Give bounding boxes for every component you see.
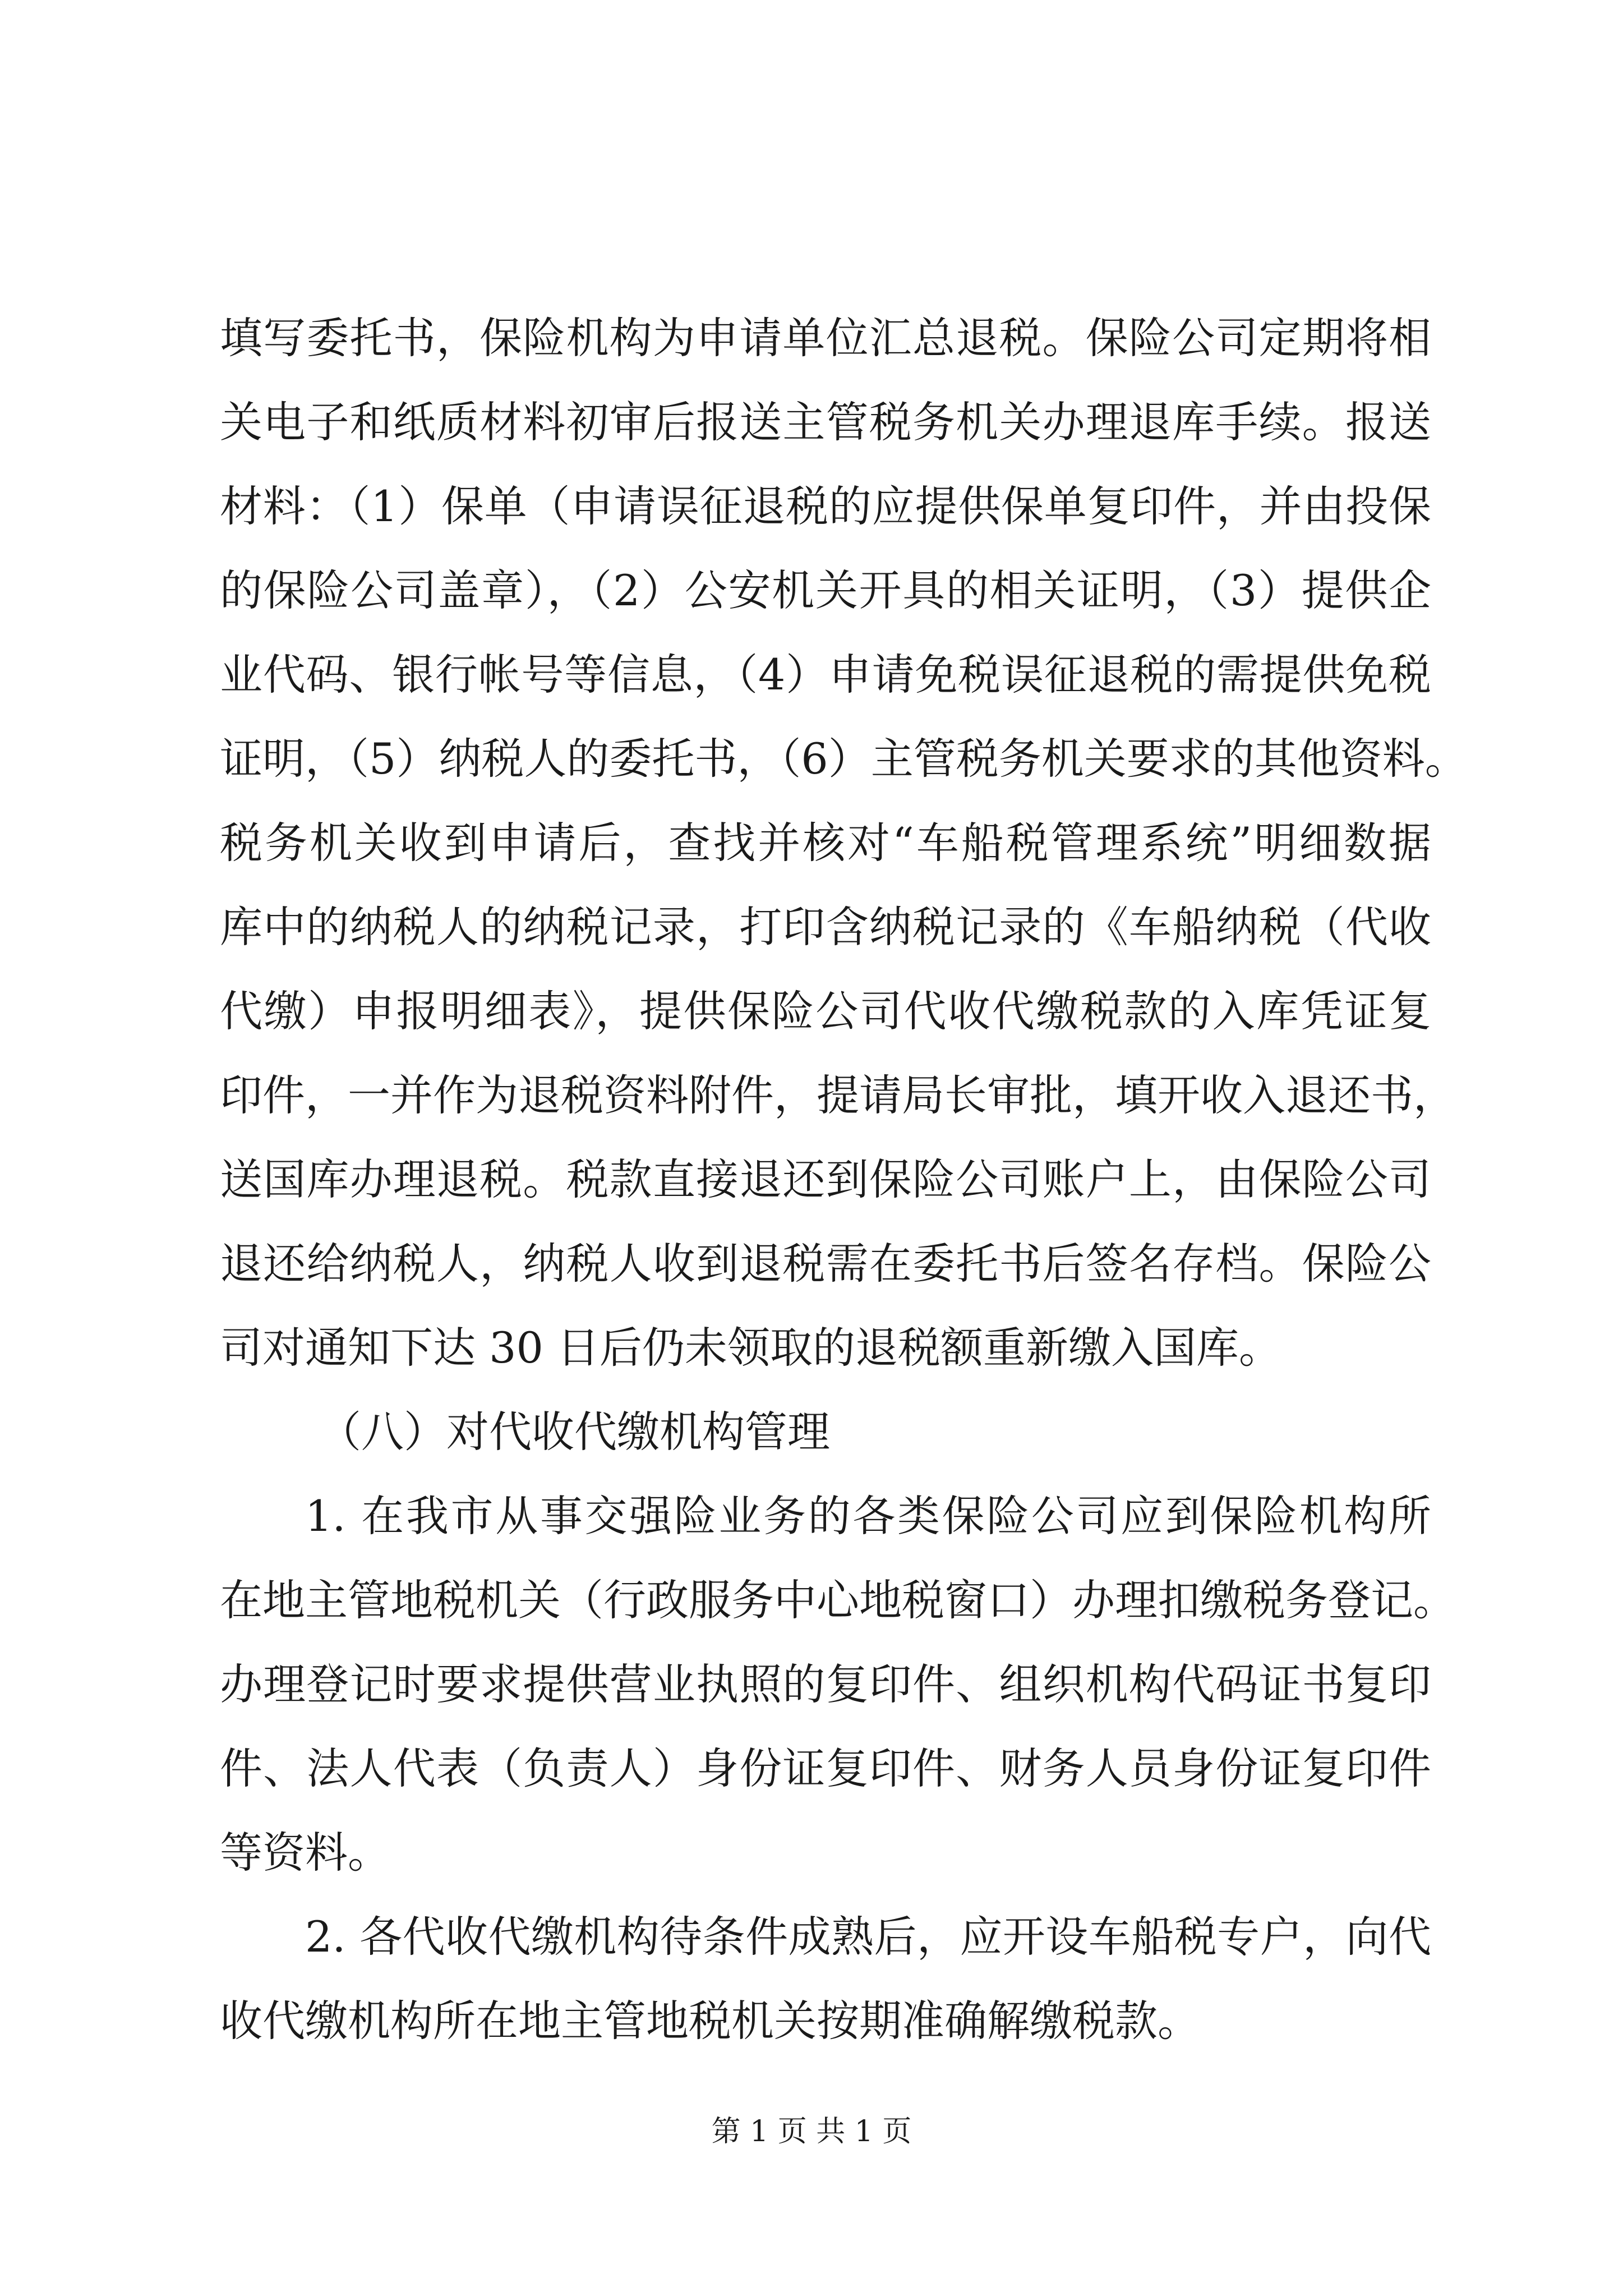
paragraph-line: 库中的纳税人的纳税记录，打印含纳税记录的《车船纳税（代收	[220, 902, 1431, 952]
paragraph-line: 印件，一并作为退税资料附件，提请局长审批，填开收入退还书，	[220, 1070, 1456, 1120]
paragraph-line: 证明，（5）纳税人的委托书，（6）主管税务机关要求的其他资料。	[220, 734, 1468, 784]
paragraph-line: 的保险公司盖章），（2）公安机关开具的相关证明，（3）提供企	[220, 565, 1431, 615]
paragraph-line: 税务机关收到申请后，查找并核对“车船税管理系统”明细数据	[220, 818, 1431, 868]
paragraph-line: 司对通知下达 30 日后仍未领取的退税额重新缴入国库。	[220, 1323, 1282, 1373]
paragraph-line: 业代码、银行帐号等信息，（4）申请免税误征退税的需提供免税	[220, 650, 1431, 700]
section-heading: （八）对代收代缴机构管理	[319, 1407, 830, 1457]
list-item-line: 收代缴机构所在地主管地税机关按期准确解缴税款。	[220, 1996, 1200, 2046]
paragraph-line: 代缴）申报明细表》，提供保险公司代收代缴税款的入库凭证复	[220, 986, 1431, 1036]
list-item-line: 件、法人代表（负责人）身份证复印件、财务人员身份证复印件	[220, 1743, 1431, 1793]
paragraph-line: 材料：（1）保单（申请误征退税的应提供保单复印件，并由投保	[220, 481, 1431, 531]
list-item-line: 等资料。	[220, 1828, 390, 1878]
list-item-line: 办理登记时要求提供营业执照的复印件、组织机构代码证书复印	[220, 1659, 1431, 1709]
page-footer: 第 1 页 共 1 页	[711, 2115, 912, 2148]
list-item-line: 在地主管地税机关（行政服务中心地税窗口）办理扣缴税务登记。	[220, 1575, 1456, 1625]
paragraph-line: 退还给纳税人，纳税人收到退税需在委托书后签名存档。保险公	[220, 1239, 1431, 1289]
list-item-line: 2. 各代收代缴机构待条件成熟后，应开设车船税专户，向代	[305, 1912, 1431, 1962]
list-item-line: 1. 在我市从事交强险业务的各类保险公司应到保险机构所	[305, 1491, 1431, 1541]
document-body	[220, 296, 1468, 2063]
paragraph-line: 填写委托书，保险机构为申请单位汇总退税。保险公司定期将相	[220, 313, 1431, 363]
paragraph-line: 关电子和纸质材料初审后报送主管税务机关办理退库手续。报送	[220, 397, 1431, 447]
paragraph-line: 送国库办理退税。税款直接退还到保险公司账户上，由保险公司	[220, 1154, 1431, 1204]
